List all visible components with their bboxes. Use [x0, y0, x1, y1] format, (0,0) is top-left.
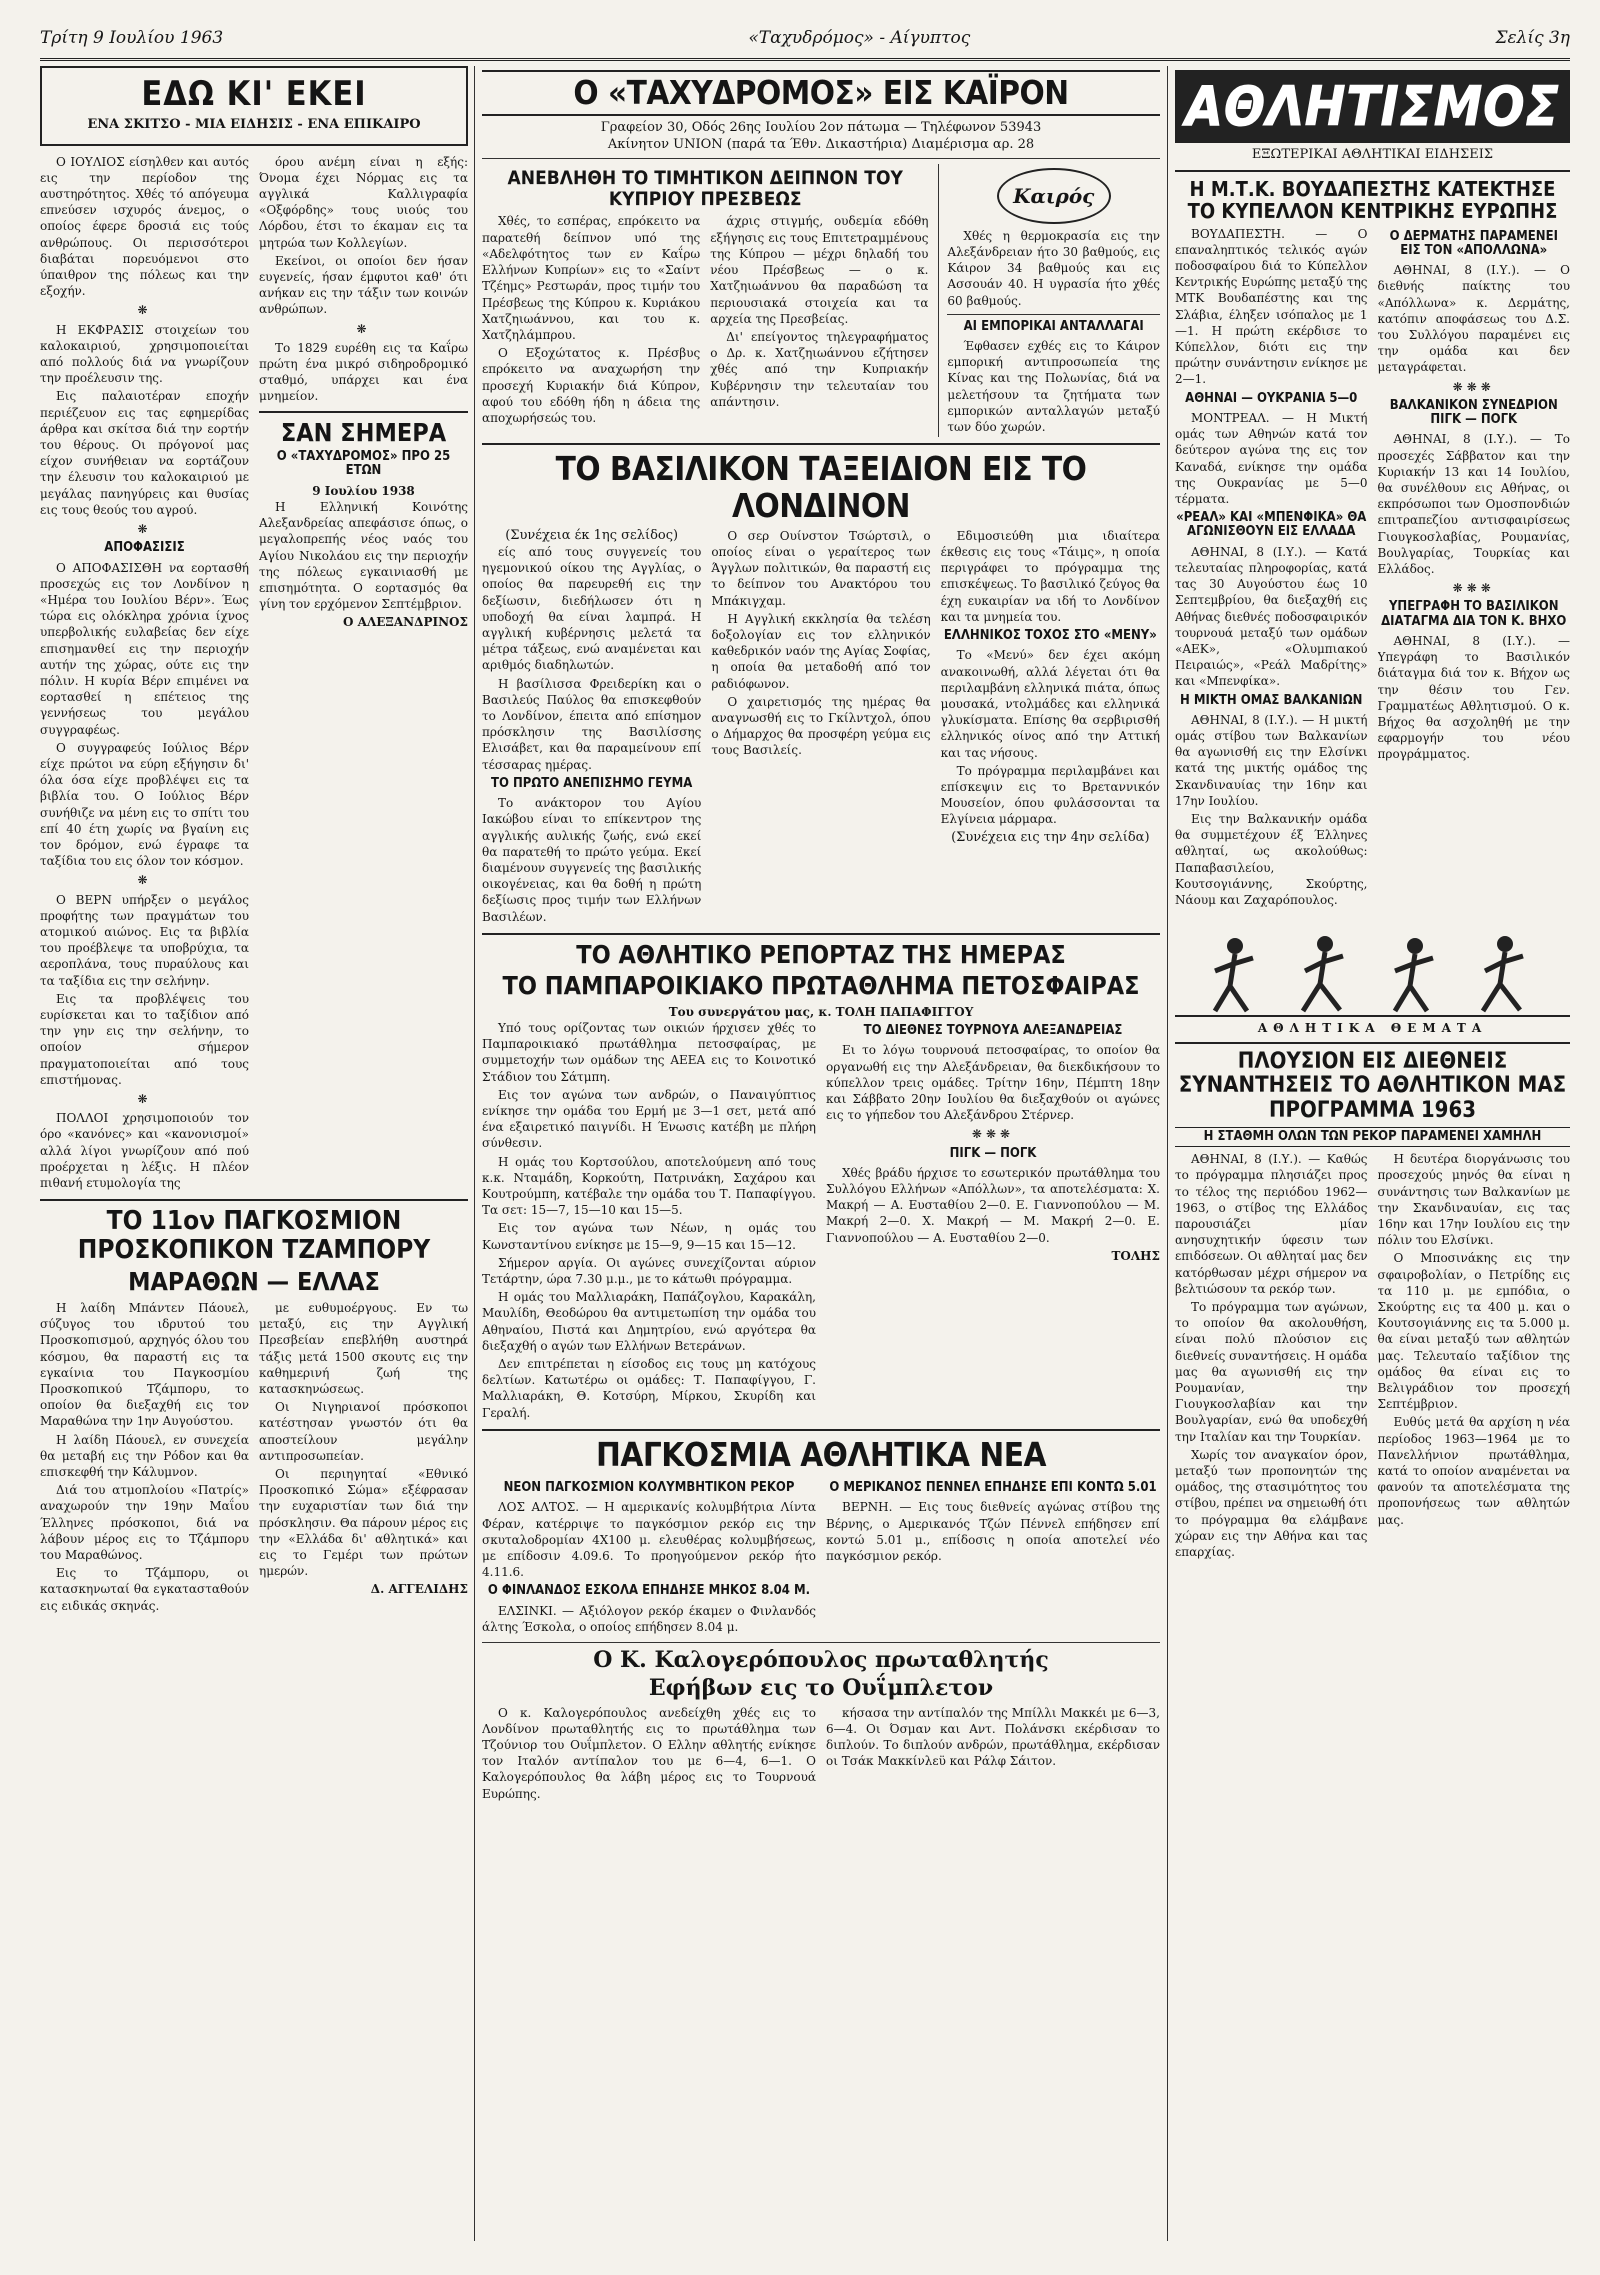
column-rule [474, 66, 475, 2241]
article-paragraph: Ο Μποσινάκης εις την σφαιροβολίαν, ο Πετρίδης εις τα 110 μ. με εμπόδια, ο Σκούρτης εις τα 400 μ. και ο Κουτσογιάννης εις τα 5.000 μ. θα είναι μεταξύ των αθλητών μας. Τελευταίο ταξίδιον της ομάδος θα είναι εις το Βελιγράδιον τον προσεχή Σεπτέμβριον. [1377, 1251, 1570, 1412]
sports-top-body [1175, 226, 1570, 911]
jamboree-subtitle: ΜΑΡΑΘΩΝ — ΕΛΛΑΣ [128, 1267, 380, 1297]
article-paragraph: Χθές, το εσπέρας, επρόκειτο να παρατεθή δείπνον υπό της «Αδελφότητος των εν Καΐρω Ελλήνων Κυπρίων» εις το «Σαίντ Τζέημς» Ρεστωράν, προς τιμήν του Πρέσβεως της Κύπρου κ. Κυριάκου Χατζηιωάννου, και του κ. Χατζηλάμπρου. [482, 214, 701, 342]
article-paragraph: Υπό τους ορίζοντας των οικιών ήρχισεν χθές το Παμπαροικιακό πρωτάθλημα πετοσφαίρας, με συμμετοχήν των ομάδων της ΑΕΕΑ εις το Κοινοτικό Στάδιον του Σάτμπη. [482, 1021, 816, 1084]
article-paragraph: ΠΟΛΛΟΙ χρησιμοποιούν τον όρο «κανόνες» και «κανονισμοί» αλλά λίγοι γνωρίζουν από πού προέρχεται η λέξις. Η πλέον πιθανή ετυμολογία της [40, 1111, 249, 1191]
section-title: ΕΔΩ ΚΙ' ΕΚΕΙ [141, 74, 367, 114]
article-paragraph: Το ανάκτορον του Αγίου Ιακώβου είναι το επίκεντρον της αγγλικής αυλικής ζωής, ενώ εκεί θα παρατεθή το πρώτο γεύμα. Εκεί διαμένουν συγγενείς της βασιλικής οικογένειας, και θα δοθή η πρώτη δεξίωσις προς τιμήν των Ελλήνων Βασιλέων. [482, 796, 702, 924]
edo-ki-ekei-header [40, 66, 468, 146]
subheading: Ο ΜΕΡΙΚΑΝΟΣ ΠΕΝΝΕΛ ΕΠΗΔΗΣΕ ΕΠΙ ΚΟΝΤΩ 5.01 [829, 1480, 1157, 1496]
masthead [40, 18, 1570, 61]
subheading: Ο ΔΕΡΜΑΤΗΣ ΠΑΡΑΜΕΝΕΙ ΕΙΣ ΤΟΝ «ΑΠΟΛΛΩΝΑ» [1389, 228, 1558, 258]
runners-illustration [1175, 916, 1570, 1036]
sports-section-title: ΑΘΛΗΤΙΣΜΟΣ [1175, 70, 1570, 143]
separator: ❋❋❋ [1452, 379, 1495, 394]
separator: ❋ [137, 1092, 152, 1107]
separator: ❋ [137, 522, 152, 537]
separator: ❋ [356, 321, 371, 336]
article-paragraph: ΑΘΗΝΑΙ, 8 (Ι.Υ.). — Η μικτή ομάς στίβου των Βαλκανίων θα αγωνισθή εις την Ελσίνκι κατά της μικτής ομάδος της Σκανδιναυίας την 16ην και 17ην Ιουλίου. [1175, 712, 1368, 808]
section-subtitle: ΕΝΑ ΣΚΙΤΣΟ - ΜΙΑ ΕΙΔΗΣΙΣ - ΕΝΑ ΕΠΙΚΑΙΡΟ [87, 117, 421, 133]
subheading: ΠΙΓΚ — ΠΟΓΚ [949, 1145, 1037, 1161]
cairo-address: Γραφείον 30, Οδός 26ης Ιουλίου 2ον πάτωμα — Τηλέφωνον 53943 [600, 120, 1042, 136]
divider [1175, 1042, 1570, 1044]
subheading: ΤΟ ΠΡΩΤΟ ΑΝΕΠΙΣΗΜΟ ΓΕΥΜΑ [491, 775, 693, 791]
continued-note: (Συνέχεια εις την 4ην σελίδα) [951, 829, 1150, 845]
article-paragraph: Ο Εξοχώτατος κ. Πρέσβυς επρόκειτο να αναχωρήση την προσεχή Κυριακήν διά Κύπρον, αφού του εδόθη ήδη η άδεια της αποχωρήσεώς του. [482, 346, 701, 425]
weather-report: Χθές η θερμοκρασία εις την Αλεξάνδρειαν ήτο 30 βαθμούς, εις Κάιρον 34 βαθμούς και εις Ασσουάν 40. Η υγρασία ήτο χθές 60 βαθμούς. [947, 228, 1160, 308]
article-paragraph: Εις τον αγώνα των ανδρών, ο Παναιγύπτιος ενίκησε την ομάδα του Ερμή με 3—1 σετ, μετά από ένα εξαιρετικό παιγνίδι. Η Ένωσις κατέβη με πλήρη σύνθεσιν. [482, 1087, 816, 1151]
divider [482, 1429, 1160, 1431]
article-paragraph: Ο ΑΠΟΦΑΣΙΣΘΗ να εορτασθή προσεχώς εις τον Λονδίνον η «Ημέρα του Ιουλίου Βέρν». Έως τώρα εις ολόκληρα χρόνια ίχνος υπερβολικής ευλαβείας δεν είχε επισημανθεί εις την περιοχήν αυτήν της χώρας, ούτε εις την πόλιν. Η κυρία Βέρν επιμένει να εορτασθεί η επέτειος της γεννήσεως του μεγάλου συγγραφέως. [40, 560, 249, 737]
royal-trip-headline: ΤΟ ΒΑΣΙΛΙΚΟΝ ΤΑΞΕΙΔΙΟΝ ΕΙΣ ΤΟ ΛΟΝΔΙΝΟΝ [555, 449, 1087, 525]
separator: ❋❋❋ [971, 1127, 1015, 1142]
sports-subtitle: ΕΞΩΤΕΡΙΚΑΙ ΑΘΛΗΤΙΚΑΙ ΕΙΔΗΣΕΙΣ [1251, 147, 1494, 163]
world-sport-body [482, 1477, 1160, 1637]
kalogeropoulos-headline: Ο Κ. Καλογερόπουλος πρωταθλητής [593, 1647, 1049, 1674]
san-simera-date: 9 Ιουλίου 1938 [312, 483, 415, 498]
article-paragraph: με ευθυμοέργους. Εν τω μεταξύ, εις την Αγγλική Πρεσβείαν επεβλήθη αυστηρά τάξις μετά 1500 σκουτς εις την καθημερινή ζωή της κατασκηνώσεως. [259, 1300, 468, 1396]
signature: ΤΟΛΗΣ [1111, 1248, 1160, 1263]
separator: ❋ [137, 303, 152, 318]
divider [482, 933, 1160, 935]
cairo-top [482, 164, 1160, 438]
article-paragraph: Η δευτέρα διοργάνωσις του προσεχούς μηνός θα είναι η συνάντησις των Βαλκανίων με την Σκανδιναυίαν, εις τας 16ην και 17ην Ιουλίου εις την πόλιν του Ελσίνκι. [1377, 1152, 1570, 1248]
column-center [482, 66, 1160, 2241]
signature: Δ. ΑΓΓΕΛΙΔΗΣ [370, 1582, 468, 1597]
cairo-address-2: Ακίνητον UNION (παρά τα Έθν. Δικαστήρια) Διαμέρισμα αρ. 28 [607, 136, 1035, 152]
article-paragraph: Σήμερον αργία. Οι αγώνες συνεχίζονται αύριον Τετάρτην, ώρα 7.30 μ.μ., με το κάτωθι πρόγραμμα. [482, 1255, 816, 1287]
article-paragraph: Έφθασεν εχθές εις το Κάιρον εμπορική αντιπροσωπεία της Κίνας και της Πολωνίας, διά να μελετήσουν τα ζητήματα των εμπορικών ανταλλαγών μεταξύ των δύο χωρών. [947, 339, 1160, 435]
separator: ❋❋❋ [1452, 581, 1495, 596]
column-left [40, 66, 468, 2241]
article-paragraph: Το πρόγραμμα των αγώνων, το οποίον θα ακολουθήση, είναι πολύ πλούσιον εις διεθνείς συναντήσεις. Η ομάδα μας θα αγωνισθή εις την Ρουμανίαν, την Γιουγκοσλαβίαν και την Βουλγαρίαν, ενώ θα υποδεχθή την Ιταλίαν και την Τουρκίαν. [1175, 1299, 1368, 1444]
runners-icon [1175, 916, 1570, 1036]
article-paragraph: Ο συγγραφεύς Ιούλιος Βέρν είχε πρώτοι να εύρη εξήγησιν δι' όλα όσα είχε προβλέψει εις τα βιβλία του. Ο Ιούλιος Βέρν συνήθιζε να μένη εις το σπίτι του επί 40 έτη χωρίς να βγαίνη εις τον δρόμον, ενώ έγραφε τα ταξίδια του εις όλον τον κόσμον. [40, 740, 249, 869]
article-paragraph: Διά του ατμοπλοίου «Πατρίς» αναχωρούν την 19ην Μαΐου Έλληνες πρόσκοποι, διά να λάβουν μέρος εις το Τζάμπορυ του Μαραθώνος. [40, 1483, 249, 1563]
subheading: «ΡΕΑΛ» ΚΑΙ «ΜΠΕΝΦΙΚΑ» ΘΑ ΑΓΩΝΙΣΘΟΥΝ ΕΙΣ ΕΛΛΑΔΑ [1176, 510, 1367, 540]
subheading: ΤΟ ΔΙΕΘΝΕΣ ΤΟΥΡΝΟΥΑ ΑΛΕΞΑΝΔΡΕΙΑΣ [863, 1023, 1123, 1038]
article-paragraph: ΒΟΥΔΑΠΕΣΤΗ. — Ο επαναληπτικός τελικός αγών ποδοσφαίρου διά το Κύπελλον Κεντρικής Ευρώπης μεταξύ της ΜΤΚ Βουδαπέστης και της Σλάβια, έληξεν ισόπαλος με 1—1. Η πρώτη εκέρδισε το Κύπελλον, διότι εις την πρώτην συνάντησιν ενίκησε με 2—1. [1175, 226, 1368, 387]
sport-report-headline: ΤΟ ΑΘΛΗΤΙΚΟ ΡΕΠΟΡΤΑΖ ΤΗΣ ΗΜΕΡΑΣ [576, 939, 1066, 969]
issue-date: Τρίτη 9 Ιουλίου 1963 [40, 28, 224, 48]
page-number: Σελίς 3η [1495, 28, 1570, 48]
article-paragraph: ΑΘΗΝΑΙ, 8 (Ι.Υ.). — Κατά τελευταίας πληροφορίας, κατά τας 30 Αυγούστου έως 10 Σεπτεμβρίου, θα διεξαχθή εις Αθήνας διεθνές ποδοσφαιρικόν τουρνουά μεταξύ των ομάδων «ΑΕΚ», «Ολυμπιακού Πειραιώς», «Ρεάλ Μαδρίτης» και «Μπενφίκα». [1175, 544, 1368, 689]
article-paragraph: Ο ΙΟΥΛΙΟΣ είσηλθεν και αυτός εις την περίοδον της αυστηρότητος. Χθές τό απόγευμα επνεύσεν ισχυρός άνεμος, ο οποίος έφερε δροσιά εις τούς ανθρώπους. Οι περισσότεροι διαβάται πορευόμενοι στο ύπαιθρον της πόλεως και την εξοχήν. [40, 154, 249, 299]
divider [259, 411, 468, 413]
divider [40, 1199, 468, 1201]
subheading: ΑΠΟΦΑΣΙΣΙΣ [104, 540, 185, 556]
subheading: ΥΠΕΓΡΑΦΗ ΤΟ ΒΑΣΙΛΙΚΟΝ ΔΙΑΤΑΓΜΑ ΔΙΑ ΤΟΝ Κ. ΒΗΧΟ [1381, 599, 1567, 629]
article-paragraph: Εκείνοι, οι οποίοι δεν ήσαν ευγενείς, ήσαν έμφυτοι καθ' ότι ανήκαν εις την τάξιν των κοινών ανθρώπων. [259, 253, 468, 317]
article-paragraph: Η ΕΚΦΡΑΣΙΣ στοιχείων του καλοκαιριού, χρησιμοποιείται από πολλούς διά να γνωρίζουν την προέλευσιν της. [40, 322, 249, 386]
article-paragraph: Εις την Βαλκανικήν ομάδα θα συμμετέχουν έξ Έλληνες αθληταί, ως ακολούθως: Παπαβασιλείου, Κουτσογιάννης, Σκούρτης, Νάουμ και Ζαχαρόπουλος. [1175, 812, 1368, 908]
divider [947, 314, 1160, 315]
article-paragraph: ΑΘΗΝΑΙ, 8 (Ι.Υ.). — Ο διεθνής παίκτης του «Απόλλωνα» κ. Δερμάτης, κατόπιν αποφάσεως του Δ.Σ. του Συλλόγου παραμένει εις την ομάδα και δεν μεταγράφεται. [1377, 263, 1570, 375]
divider [482, 1642, 1160, 1643]
article-paragraph: ΒΕΡΝΗ. — Εις τους διεθνείς αγώνας στίβου της Βέρνης, ο Αμερικανός Τζών Πέννελ επήδησεν επί κοντώ 5.01 μ., επίδοσις η οποία αποτελεί νέο παγκόσμιον ρεκόρ. [826, 1500, 1160, 1564]
article-paragraph: Ο χαιρετισμός της ημέρας θα αναγνωσθή εις το Γκίλντχολ, όπου ο Δήμαρχος θα προσφέρη γεύμα εις τους Βασιλείς. [711, 694, 931, 758]
world-sport-headline: ΠΑΓΚΟΣΜΙΑ ΑΘΛΗΤΙΚΑ ΝΕΑ [596, 1434, 1046, 1474]
article-paragraph: Δι' επείγοντος τηλεγραφήματος ο Δρ. κ. Χατζηιωάννου εζήτησεν χθές από την Κυπριακήν Κυβέρνησιν την τελευταίαν του απάντησιν. [710, 329, 929, 409]
article-paragraph: όρου ανέμη είναι η εξής: Όνομα έχει Νόρμας εις τα αγγλικά Καλλιγραφία «Οξφόρδης» τους υιούς του Λόρδου, έτσι το έκαμαν εις τα μητρώα των Κολλεγίων. [259, 154, 468, 250]
article-paragraph: Δεν επιτρέπεται η είσοδος εις τους μη κατόχους δελτίων. Κατωτέρω οι ομάδες: Τ. Παπαφίγγου, Γ. Μαλλιαράκη, Θ. Κοτσύρη, Μίρκου, Σκυρίδη και Γεραλή. [482, 1357, 816, 1420]
separator: ❋ [137, 873, 152, 888]
article-paragraph: Εις τα προβλέψεις του ευρίσκεται και το ταξίδιον από την γην εις την σελήνην, το οποίον σήμερον πραγματοποιείται από τους επιστήμονας. [40, 991, 249, 1087]
cairo-section-title: Ο «ΤΑΧΥΔΡΟΜΟΣ» ΕΙΣ ΚΑΪΡΟΝ [482, 70, 1160, 116]
divider [482, 443, 1160, 445]
art-caption: ΑΘΛΗΤΙΚΑ ΘΕΜΑΤΑ [1257, 1021, 1488, 1036]
article-paragraph: ΑΘΗΝΑΙ, 8 (Ι.Υ.). — Το προσεχές Σάββατον και την Κυριακήν 13 και 14 Ιουλίου, θα συνέλθουν εις Αθήνας, οι εκπρόσωποι των Ομοσπονδιών επιτραπεζίου αντισφαιρίσεως Γιουγκοσλαβίας, Ρουμανίας, Βουλγαρίας, Τουρκίας και Ελλάδος. [1377, 432, 1570, 577]
article-paragraph: ΑΘΗΝΑΙ, 8 (Ι.Υ.). — Καθώς το πρόγραμμα πλησιάζει προς το τέλος της περιόδου 1962—1963, ο στίβος της Ελλάδος παρουσιάζει μίαν ανησυχητικήν ύφεσιν των επιδόσεων. Οι αθληταί μας δεν κατόρθωσαν μέχρι σήμερον να βελτιώσουν τα ρεκόρ των. [1175, 1152, 1368, 1296]
article-paragraph: ΑΘΗΝΑΙ, 8 (Ι.Υ.). — Υπεγράφη το Βασιλικόν διάταγμα διά τον κ. Βήχον ως την θέσιν του Γεν. Γραμματέως Αθλητισμού. Ο κ. Βήχος θα ασχοληθή με την εφαρμογήν του νέου προγράμματος. [1377, 634, 1570, 762]
article-paragraph: Η Ελληνική Κοινότης Αλεξανδρείας απεφάσισε όπως, ο μεγαλοπρεπής νέος ναός του Αγίου Νικολάου εις την περιοχήν της πόλεως εγκαινιασθή με επισημότητα. Ο εορτασμός θα γίνη τον ερχόμενον Σεπτέμβριον. [259, 499, 468, 612]
article-paragraph: κήσασα την αντίπαλόν της Μπίλλι Μακκέι με 6—3, 6—4. Οι Όσμαν και Αντ. Πολάνσκι εκέρδισαν το διπλούν. Το διπλούν ανδρών, πρωτάθλημα, εκέρδισαν οι Τσάκ Μακκίνλεϋ και Ράλφ Σάιτον. [826, 1705, 1160, 1769]
royal-trip-body [482, 528, 1160, 927]
paper-name: «Ταχυδρόμος» - Αίγυπτος [748, 28, 971, 48]
weather-label: Καιρός [1013, 183, 1095, 208]
article-paragraph: Ο σερ Ουίνστον Τσώρτσιλ, ο οποίος είναι ο γεραίτερος των Άγγλων πολιτικών, θα παραστή εις το δείπνον του Ανακτόρου του Μπάκιγχαμ. [711, 528, 931, 608]
continued-note: (Συνέχεια έκ 1ης σελίδος) [505, 527, 679, 543]
article-paragraph: Το «Μενύ» δεν έχει ακόμη ανακοινωθή, αλλά λέγεται ότι θα περιλαμβάνη ελληνικά πιάτα, όπως μουσακά, ντολμάδες και ελληνικά γλυκίσματα. Επίσης θα σερβιρισθή ελληνικός οίνος από την Αττική και τας νήσους. [940, 648, 1160, 760]
article-paragraph: Ευθύς μετά θα αρχίση η νέα περίοδος 1963—1964 με το Πανελλήνιον πρωτάθλημα, κατά το οποίον αναμένεται να φανούν τα αποτελέσματα της προπονήσεως των αθλητών μας. [1377, 1415, 1570, 1527]
divider [1175, 170, 1570, 172]
program-subheadline: Η ΣΤΑΘΜΗ ΟΛΩΝ ΤΩΝ ΡΕΚΟΡ ΠΑΡΑΜΕΝΕΙ ΧΑΜΗΛΗ [1175, 1127, 1570, 1147]
column-right [1175, 66, 1570, 2241]
mtk-headline: Η Μ.Τ.Κ. ΒΟΥΔΑΠΕΣΤΗΣ ΚΑΤΕΚΤΗΣΕ ΤΟ ΚΥΠΕΛΛΟΝ ΚΕΝΤΡΙΚΗΣ ΕΥΡΩΠΗΣ [1187, 176, 1558, 223]
article-paragraph: είς από τους συγγενείς του ηγεμονικού οίκου της Αγγλίας, ο οποίος θα παρευρεθή εις την δεξίωσιν, διεδήλωσεν ότι η υποδοχή θα είναι λαμπρά. Η αγγλική κυβέρνησις μελετά τα μέτρα τάξεως, ενώ αναμένεται και αριθμός διαδηλωτών. [482, 545, 702, 673]
article-paragraph: Η Αγγλική εκκλησία θα τελέση δοξολογίαν εις τον ελληνικόν καθεδρικόν ναόν της Αγίας Σοφίας, η οποία θα μεταδοθή από τον ραδιόφωνον. [711, 611, 931, 691]
article-paragraph: Οι Νιγηριανοί πρόσκοποι κατέστησαν γνωστόν ότι θα αποστείλουν μεγάλην αντιπροσωπείαν. [259, 1400, 468, 1463]
article-paragraph: άχρις στιγμής, ουδεμία εδόθη εξήγησις εις τους Επιτετραμμένους της Κύπρου — μέχρι δηλαδή του νέου Πρέσβεως — ο κ. Χατζηιωάννου θα παραδώση τα περιουσιακά στοιχεία και τα αρχεία της Πρεσβείας. [710, 214, 929, 326]
article-paragraph: ΛΟΣ ΑΛΤΟΣ. — Η αμερικανίς κολυμβήτρια Λίντα Φέραν, κατέρριψε το παγκόσμιον ρεκόρ εις την σκυταλοδρομίαν 4Χ100 μ. ελευθέρας κολυμβήσεως, με επίδοσιν 4.09.6. Το προηγούμενον ρεκόρ ήτο 4.11.6. [482, 1500, 816, 1580]
article-paragraph: Η λαίδη Μπάντεν Πάουελ, σύζυγος του ιδρυτού του Προσκοπισμού, αρχηγός όλου του κόσμου, θα παραστή εις τα εγκαίνια του Παγκοσμίου Προσκοπικού Τζάμπορυ, το οποίον θα διεξαχθή εις τον Μαραθώνα την 1ην Αυγούστου. [40, 1300, 249, 1429]
kalogeropoulos-body [482, 1705, 1160, 1804]
article-paragraph: Η ομάς του Κορτσούλου, αποτελούμενη από τους κ.κ. Νταμάδη, Κορκούτη, Πατρινάκη, Σαχάρου και Κουτρούμπη, κατέβαλε την ομάδα του Τ. Παπαφίγγου. Τα σετ: 15—7, 15—10 και 15—5. [482, 1154, 816, 1218]
subheading: ΝΕΟΝ ΠΑΓΚΟΣΜΙΟΝ ΚΟΛΥΜΒΗΤΙΚΟΝ ΡΕΚΟΡ [503, 1480, 795, 1496]
jamboree-body [40, 1300, 468, 1616]
weather-logo [997, 168, 1111, 224]
article-paragraph: ΕΛΣΙΝΚΙ. — Αξιόλογον ρεκόρ έκαμεν ο Φινλανδός άλτης Έσκολα, ο οποίος επήδησεν 8.04 μ. [482, 1603, 816, 1634]
san-simera-title: ΣΑΝ ΣΗΜΕΡΑ [280, 417, 447, 447]
article-paragraph: Εδιμοσιεύθη μια ιδιαίτερα έκθεσις εις τους «Τάιμς», η οποία περιγράφει το πρόγραμμα της επισκέψεως. Το βασιλικό ζεύγος θα έχη ευκαιρίαν να ιδή το Λονδίνον και τα μνημεία του. [940, 528, 1160, 624]
volleyball-body [482, 1020, 1160, 1423]
kalogeropoulos-headline-2: Εφήβων εις το Ουΐμπλετον [648, 1675, 994, 1702]
dinner-headline: ΑΝΕΒΛΗΘΗ ΤΟ ΤΙΜΗΤΙΚΟΝ ΔΕΙΠΝΟΝ ΤΟΥ ΚΥΠΡΙΟΥ ΠΡΕΣΒΕΩΣ [507, 166, 903, 210]
article-paragraph: Η ομάς του Μαλλιαράκη, Παπάζογλου, Καρακάλη, Μαυλίδη, Θεοδώρου θα αντιμετωπίση την ομάδα του Αθηναίου, Πιστά και Δημητρίου, ενώ αργότερα θα διεξαχθή ο αγών των Ελλήνων Βετεράνων. [482, 1290, 816, 1353]
article-paragraph: Το πρόγραμμα περιλαμβάνει και επίσκεψιν εις το Βρεταννικόν Μουσείον, όπου φυλάσσονται τα Ελγίνεια μάρμαρα. [940, 763, 1160, 827]
article-paragraph: Ο κ. Καλογερόπουλος ανεδείχθη χθές εις το Λονδίνον πρωταθλητής εις το πρωτάθλημα των Τζούνιορ του Ουΐμπλετον. Ο Ελλην αθλητής ενίκησε τον Ιταλόν αντίπαλον του με 6—4, 6—1. Ο Καλογερόπουλος θα λάβη μέρος εις το Τουρνουά Ευρώπης. [482, 1705, 816, 1801]
article-paragraph: ΜΟΝΤΡΕΑΛ. — Η Μικτή ομάς των Αθηνών κατά τον δεύτερον αγώνα της εις τον Καναδά, ενίκησε την ομάδα της Ουκρανίας με 5—0 τέρματα. [1175, 410, 1368, 506]
article-paragraph: Εις τον αγώνα των Νέων, η ομάς του Κωνσταντίνου ενίκησε με 15—9, 9—15 και 15—12. [482, 1221, 816, 1252]
article-paragraph: Η λαίδη Πάουελ, εν συνεχεία θα μεταβή εις την Ρόδον και θα επισκεφθή την Κάλυμνον. [40, 1432, 249, 1479]
san-simera-subtitle: Ο «ΤΑΧΥΔΡΟΜΟΣ» ΠΡΟ 25 ΕΤΩΝ [276, 449, 451, 479]
volleyball-headline: ΤΟ ΠΑΜΠΑΡΟΙΚΙΑΚΟ ΠΡΩΤΑΘΛΗΜΑ ΠΕΤΟΣΦΑΙΡΑΣ [502, 971, 1140, 1001]
article-paragraph: Οι περιηγηταί «Εθνικό Προσκοπικό Σώμα» εξέφρασαν την ευχαριστίαν των διά την πρόσκλησιν. Θα πάρουν μέρος εις την «Ελλάδα δι' αθλητικά» και εις το Γεμέρι των πρώτων ημερών. [259, 1467, 468, 1579]
subheading: ΑΘΗΝΑΙ — ΟΥΚΡΑΝΙΑ 5—0 [1185, 390, 1358, 406]
subheading: ΒΑΛΚΑΝΙΚΟΝ ΣΥΝΕΔΡΙΟΝ ΠΙΓΚ — ΠΟΓΚ [1389, 397, 1558, 428]
subheading: Ο ΦΙΝΛΑΝΔΟΣ ΕΣΚΟΛΑ ΕΠΗΔΗΣΕ ΜΗΚΟΣ 8.04 Μ. [487, 1583, 811, 1599]
article-paragraph: Το 1829 ευρέθη εις τα Καΐρω πρώτη ένα μικρό σιδηροδρομικό σταθμό, υπάρχει και ένα μνημείον. [259, 340, 468, 404]
signature: Ο ΑΛΕΞΑΝΔΡΙΝΟΣ [343, 615, 468, 630]
divider [482, 158, 1160, 159]
article-paragraph: Εις παλαιοτέραν εποχήν περιέζευον εις τας εφημερίδας άρθρα και σκίτσα διά την εορτήν του θέρους. Οι πρόγονοί μας είχον συνήθειαν να εορτάζουν την έλευσιν του καλοκαιριού με μεγάλας πανηγύρεις και θυσίας εις τους θεούς του αγρού. [40, 389, 249, 517]
column-rule [1167, 66, 1168, 2241]
subheading: ΕΛΛΗΝΙΚΟΣ ΤΟΧΟΣ ΣΤΟ «ΜΕΝΥ» [943, 628, 1157, 644]
article-paragraph: Ο ΒΕΡΝ υπήρξεν ο μεγάλος προφήτης των πραγμάτων του ατομικού αιώνος. Εις τα βιβλία του προέβλεψε τα υποβρύχια, τα αεροπλάνα, τους πυραύλους και τα ταξίδια εις την σελήνην. [40, 892, 249, 988]
article-paragraph: Εις το Τζάμπορυ, οι κατασκηνωταί θα εγκατασταθούν εις ειδικάς σκηνάς. [40, 1566, 249, 1613]
article-paragraph: Χθές βράδυ ήρχισε το εσωτερικόν πρωτάθλημα του Συλλόγου Ελλήνων «Απόλλων», τα αποτελέσματα: Χ. Μακρή — Α. Ευσταθίου 2—0. Ε. Γιαννοπούλου — Μ. Μακρή 2—0. Χ. Μακρή — Μ. Μακρή 2—0. Ε. Γιαννοπούλου — Α. Ευσταθίου 2—0. [826, 1165, 1160, 1245]
article-paragraph: Χωρίς τον αναγκαίον όρον, μεταξύ των προπονητών της ομάδος, της στασιμότητος του στίβου, πρέπει να σημειωθή ότι το πρόγραμμα θα ελάμβανε χώραν εις την Αθήνα και τας επαρχίας. [1175, 1447, 1368, 1560]
byline: Του συνεργάτου μας, κ. ΤΟΛΗ ΠΑΠΑΦΙΓΓΟΥ [668, 1004, 974, 1019]
trade-headline: ΑΙ ΕΜΠΟΡΙΚΑΙ ΑΝΤΑΛΛΑΓΑΙ [963, 318, 1144, 334]
program-body [1175, 1151, 1570, 1562]
article-paragraph: Ει το λόγω τουρνουά πετοσφαίρας, το οποίον θα οργανωθή εις την Αλεξάνδρειαν, θα διεκδικήσουν το κύπελλον τρεις ομάδες. Τρίτην 16ην, Πέμπτη 18ην και Σάββατο 20ην Ιουλίου θα διεξαχθούν οι αγώνες εις το γήπεδον του Αλεξάνδρου Στέρνερ. [826, 1043, 1160, 1123]
edo-ki-ekei-body [40, 154, 468, 1194]
subheading: Η ΜΙΚΤΗ ΟΜΑΣ ΒΑΛΚΑΝΙΩΝ [1180, 692, 1363, 708]
article-paragraph: Η βασίλισσα Φρειδερίκη και ο Βασιλεύς Παύλος θα επισκεφθούν το Λονδίνον, έπειτα από επίσημον πρόσκλησιν της Βασιλίσσης Ελισάβετ, και θα παραμείνουν επί τέσσαρας ημέρας. [482, 676, 702, 772]
program-headline: ΠΛΟΥΣΙΟΝ ΕΙΣ ΔΙΕΘΝΕΙΣ ΣΥΝΑΝΤΗΣΕΙΣ ΤΟ ΑΘΛΗΤΙΚΟΝ ΜΑΣ ΠΡΟΓΡΑΜΜΑ 1963 [1178, 1049, 1567, 1123]
jamboree-title: ΤΟ 11ον ΠΑΓΚΟΣΜΙΟΝ ΠΡΟΣΚΟΠΙΚΟΝ ΤΖΑΜΠΟΡΥ [77, 1206, 431, 1265]
